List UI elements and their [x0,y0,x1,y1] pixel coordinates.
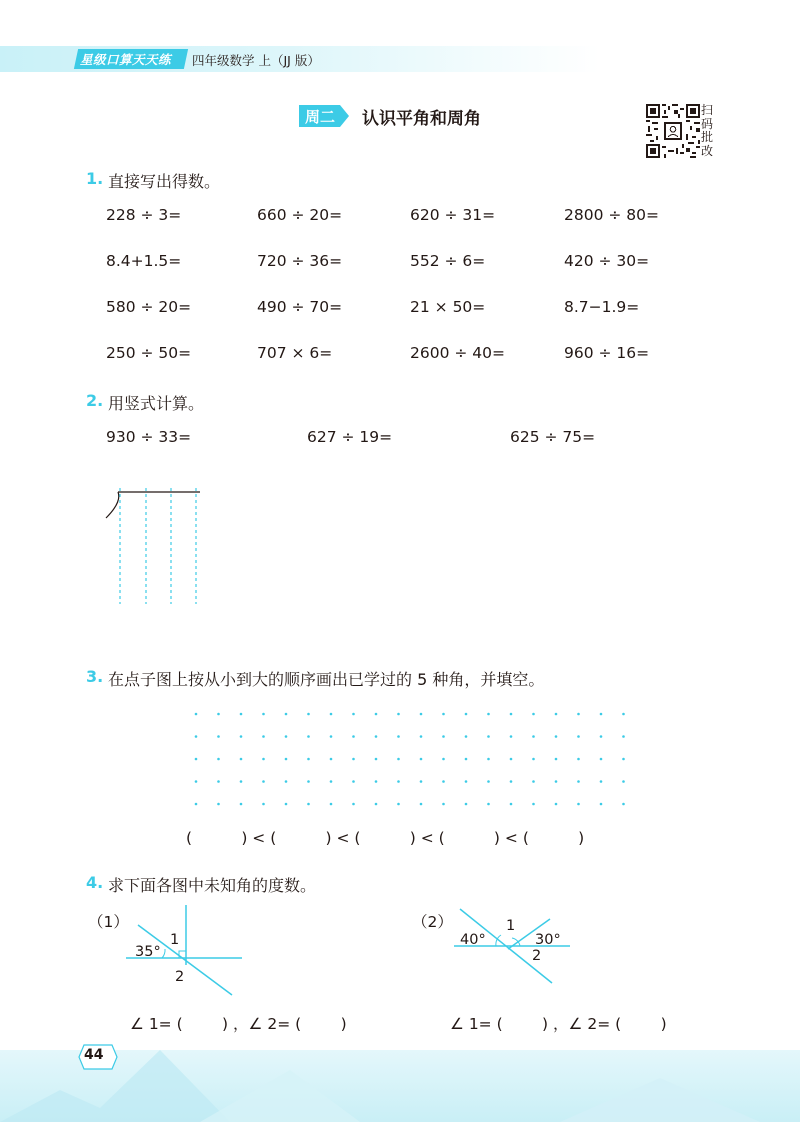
header-subtitle: 四年级数学 上（JJ 版） [192,53,320,68]
grid-dot [195,780,198,783]
grid-dot [465,735,468,738]
q1-expr: 250 ÷ 50= [106,344,192,362]
grid-dot [285,735,288,738]
grid-dot [285,713,288,716]
grid-dot [600,803,603,806]
q4-number: 4. [86,873,104,892]
q1-expr: 660 ÷ 20= [257,206,343,224]
q1-expr: 720 ÷ 36= [257,252,343,270]
grid-dot [240,713,243,716]
grid-dot [352,758,355,761]
q2-expr: 625 ÷ 75= [510,428,596,446]
header-brand: 星级口算天天练 [80,52,172,67]
qr-code-icon[interactable] [646,104,700,158]
grid-dot [285,780,288,783]
q1-expr: 8.4+1.5= [106,252,182,270]
grid-dot [285,803,288,806]
grid-dot [555,713,558,716]
grid-dot [622,758,625,761]
q1-expr: 21 × 50= [410,298,486,316]
grid-dot [442,780,445,783]
title-badge-label: 周二 [305,108,336,126]
grid-dot [397,803,400,806]
grid-dot [420,735,423,738]
fig1-angle-35: 35° [135,944,161,960]
grid-dot [330,713,333,716]
grid-dot [397,735,400,738]
grid-dot [262,758,265,761]
fig1-angle-1: 1 [170,932,180,948]
q1-expr: 552 ÷ 6= [410,252,486,270]
grid-dot [375,803,378,806]
grid-dot [307,758,310,761]
grid-dot [532,713,535,716]
grid-dot [420,780,423,783]
grid-dot [195,758,198,761]
long-division-template [100,480,210,610]
q3-answer-blanks[interactable]: ( ) < ( ) < ( ) < ( ) < ( ) [186,829,585,847]
grid-dot [262,735,265,738]
grid-dot [217,713,220,716]
grid-dot [375,735,378,738]
grid-dot [330,780,333,783]
q3-number: 3. [86,667,104,686]
grid-dot [240,803,243,806]
grid-dot [240,735,243,738]
grid-dot [487,713,490,716]
grid-dot [397,780,400,783]
q2-expr: 627 ÷ 19= [307,428,393,446]
q1-expr: 707 × 6= [257,344,333,362]
grid-dot [465,758,468,761]
fig1-answer[interactable]: ∠ 1= ( ) ，∠ 2= ( ) [130,1015,347,1033]
grid-dot [622,713,625,716]
grid-dot [195,713,198,716]
grid-dot [577,803,580,806]
grid-dot [532,735,535,738]
grid-dot [577,758,580,761]
grid-dot [510,758,513,761]
page-title: 认识平角和周角 [362,109,481,129]
dot-grid[interactable] [186,704,636,814]
grid-dot [442,758,445,761]
grid-dot [262,713,265,716]
grid-dot [240,758,243,761]
grid-dot [442,735,445,738]
grid-dot [352,780,355,783]
q2-number: 2. [86,391,104,410]
grid-dot [600,735,603,738]
grid-dot [532,758,535,761]
fig2-angle-30: 30° [535,932,561,948]
fig2-answer[interactable]: ∠ 1= ( ) ，∠ 2= ( ) [450,1015,667,1033]
grid-dot [240,780,243,783]
fig1-angle-2: 2 [175,969,185,985]
grid-dot [532,780,535,783]
q1-expr: 2800 ÷ 80= [564,206,659,224]
grid-dot [510,735,513,738]
grid-dot [600,758,603,761]
grid-dot [420,713,423,716]
grid-dot [307,713,310,716]
q1-text: 直接写出得数。 [108,172,221,191]
grid-dot [465,713,468,716]
grid-dot [577,780,580,783]
grid-dot [330,803,333,806]
q1-expr: 228 ÷ 3= [106,206,182,224]
grid-dot [487,803,490,806]
fig2-angle-40: 40° [460,932,486,948]
grid-dot [307,780,310,783]
grid-dot [577,735,580,738]
grid-dot [262,803,265,806]
grid-dot [532,803,535,806]
q2-text: 用竖式计算。 [108,394,205,413]
grid-dot [487,780,490,783]
q1-expr: 580 ÷ 20= [106,298,192,316]
grid-dot [352,735,355,738]
page-number: 44 [84,1047,104,1063]
grid-dot [375,758,378,761]
grid-dot [555,735,558,738]
fig2-label: （2） [412,913,453,931]
grid-dot [285,758,288,761]
grid-dot [397,758,400,761]
q4-text: 求下面各图中未知角的度数。 [108,876,317,895]
q1-expr: 620 ÷ 31= [410,206,496,224]
grid-dot [397,713,400,716]
grid-dot [352,713,355,716]
q1-expr: 2600 ÷ 40= [410,344,505,362]
footer-band [0,1050,800,1122]
fig2-angle-2: 2 [532,948,542,964]
grid-dot [420,803,423,806]
grid-dot [622,735,625,738]
grid-dot [510,713,513,716]
grid-dot [352,803,355,806]
q3-text: 在点子图上按从小到大的顺序画出已学过的 5 种角，并填空。 [108,670,545,689]
grid-dot [217,758,220,761]
grid-dot [375,713,378,716]
grid-dot [510,780,513,783]
grid-dot [600,780,603,783]
grid-dot [375,780,378,783]
grid-dot [510,803,513,806]
q1-expr: 420 ÷ 30= [564,252,650,270]
grid-dot [577,713,580,716]
grid-dot [442,803,445,806]
grid-dot [622,803,625,806]
grid-dot [442,713,445,716]
grid-dot [465,803,468,806]
grid-dot [600,713,603,716]
q1-expr: 960 ÷ 16= [564,344,650,362]
grid-dot [555,803,558,806]
grid-dot [330,758,333,761]
grid-dot [195,803,198,806]
grid-dot [555,780,558,783]
grid-dot [420,758,423,761]
grid-dot [217,780,220,783]
grid-dot [262,780,265,783]
grid-dot [217,803,220,806]
grid-dot [307,735,310,738]
grid-dot [465,780,468,783]
grid-dot [195,735,198,738]
grid-dot [487,735,490,738]
q1-expr: 8.7−1.9= [564,298,640,316]
grid-dot [622,780,625,783]
q1-number: 1. [86,169,104,188]
qr-label: 扫码批改 [701,103,714,158]
grid-dot [487,758,490,761]
q2-expr: 930 ÷ 33= [106,428,192,446]
q1-expr: 490 ÷ 70= [257,298,343,316]
grid-dot [555,758,558,761]
grid-dot [217,735,220,738]
grid-dot [330,735,333,738]
fig2-angle-1: 1 [506,918,516,934]
fig1-label: （1） [88,913,129,931]
grid-dot [307,803,310,806]
